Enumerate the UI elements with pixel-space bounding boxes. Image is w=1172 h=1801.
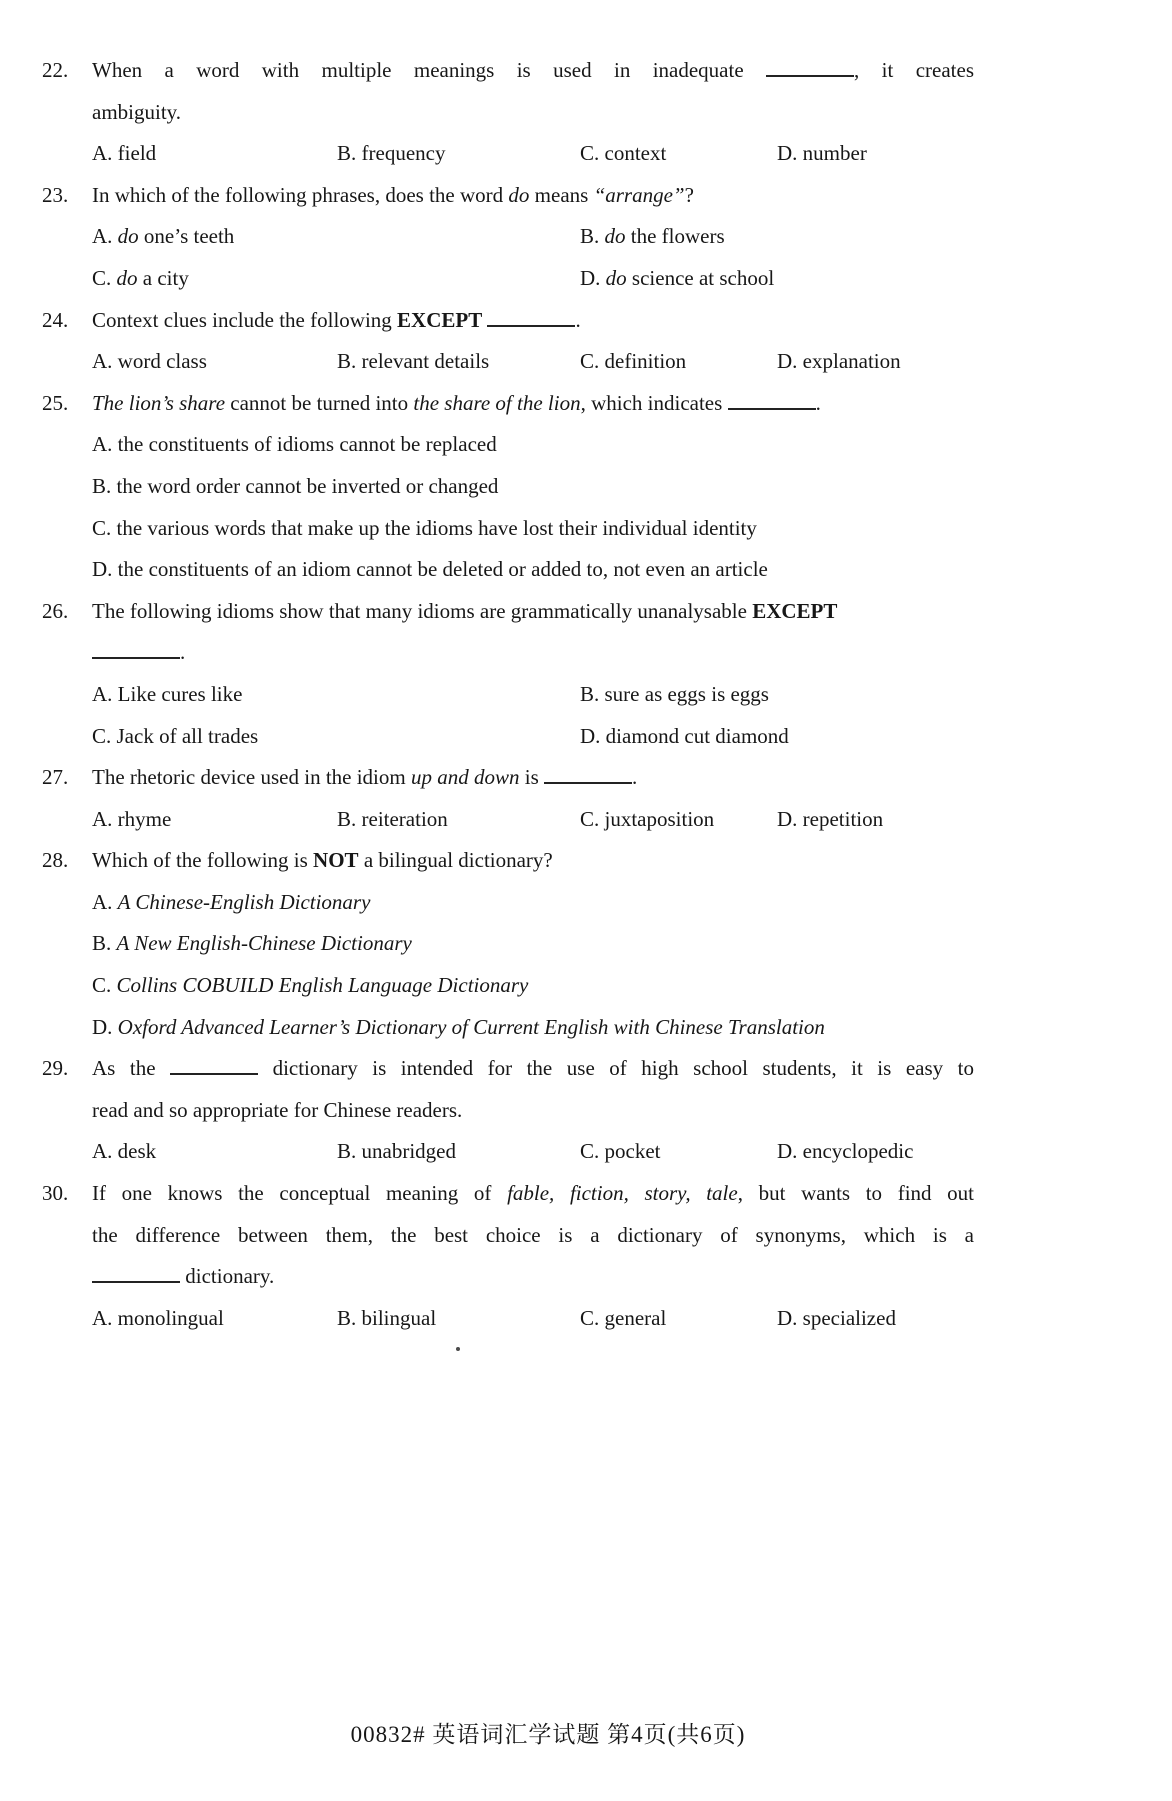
text-segment: A. <box>92 889 118 914</box>
question-number: 27. <box>42 765 69 790</box>
option <box>92 674 580 716</box>
question-stem-line <box>92 92 974 134</box>
option <box>580 341 777 383</box>
question-stem-line <box>92 757 974 799</box>
question-26 <box>42 591 974 757</box>
text-segment: science at school <box>626 265 775 290</box>
text-segment: C. general <box>580 1305 667 1330</box>
option <box>580 1131 777 1173</box>
text-segment: one’s teeth <box>138 224 235 249</box>
question-body <box>92 50 974 175</box>
option <box>777 799 974 841</box>
text-segment: Oxford Advanced Learner’s Dictionary of Current English with Chinese Translation <box>117 1014 825 1039</box>
question-body <box>92 383 974 591</box>
option <box>580 674 974 716</box>
text-segment: B. frequency <box>337 141 446 166</box>
text-segment: A. the constituents of idioms cannot be replaced <box>92 432 497 457</box>
option <box>337 799 580 841</box>
text-segment: ? <box>684 182 694 207</box>
text-segment: “arrange” <box>593 182 685 207</box>
text-segment: . <box>180 640 186 665</box>
text-segment: B. <box>92 931 117 956</box>
question-number: 24. <box>42 307 69 332</box>
text-segment: As the <box>92 1056 171 1081</box>
options <box>92 799 974 841</box>
text-segment: dictionary is intended for the use of high school students, it is easy to <box>258 1056 975 1081</box>
option <box>92 424 974 466</box>
question-body <box>92 757 974 840</box>
option <box>92 508 974 550</box>
option <box>92 341 337 383</box>
text-segment: B. bilingual <box>337 1305 437 1330</box>
answer-blank <box>92 640 180 659</box>
options <box>92 674 974 757</box>
footer-text: 00832# 英语词汇学试题 第4页(共6页) <box>350 1722 746 1747</box>
text-segment: C. <box>92 265 117 290</box>
question-stem-line <box>92 383 974 425</box>
question-body <box>92 300 974 383</box>
option <box>580 216 974 258</box>
text-segment: , which indicates <box>580 390 728 415</box>
text-segment: C. the various words that make up the idioms have lost their individual identity <box>92 515 757 540</box>
text-segment: A. word class <box>92 349 207 374</box>
text-segment: D. <box>92 1014 118 1039</box>
question-number: 25. <box>42 390 69 415</box>
options <box>92 133 974 175</box>
text-segment: If one knows the conceptual meaning of <box>92 1181 508 1206</box>
option <box>92 882 974 924</box>
text-segment: C. context <box>580 141 667 166</box>
question-body <box>92 1173 974 1339</box>
text-segment: is <box>519 765 545 790</box>
options <box>92 216 974 299</box>
options <box>92 1298 974 1340</box>
option <box>580 716 974 758</box>
option <box>337 341 580 383</box>
text-segment: C. pocket <box>580 1139 661 1164</box>
text-segment: . <box>575 307 581 332</box>
question-number: 22. <box>42 58 69 82</box>
option <box>92 965 974 1007</box>
scan-artifact-dot <box>456 1347 460 1351</box>
question-stem-line <box>92 1215 974 1257</box>
text-segment: D. the constituents of an idiom cannot be deleted or added to, not even an article <box>92 557 768 582</box>
option <box>92 258 580 300</box>
question-23 <box>42 175 974 300</box>
text-segment: C. <box>92 973 117 998</box>
text-segment: means <box>529 182 594 207</box>
text-segment: C. definition <box>580 349 687 374</box>
text-segment: EXCEPT <box>752 598 838 623</box>
option <box>777 341 974 383</box>
question-30 <box>42 1173 974 1339</box>
option <box>777 133 974 175</box>
option <box>337 1131 580 1173</box>
options <box>92 424 974 590</box>
text-segment: A. field <box>92 141 157 166</box>
questions-container <box>42 50 974 1339</box>
text-segment: , it creates <box>854 58 975 82</box>
option <box>580 799 777 841</box>
text-segment: do <box>605 265 627 290</box>
option <box>92 1007 974 1049</box>
option <box>92 799 337 841</box>
options <box>92 882 974 1048</box>
text-segment: When a word with multiple meanings is used in inadequate <box>92 58 767 82</box>
question-24 <box>42 300 974 383</box>
option <box>777 1298 974 1340</box>
question-stem-line <box>92 175 974 217</box>
question-body <box>92 591 974 757</box>
question-body <box>92 175 974 300</box>
text-segment: B. the word order cannot be inverted or changed <box>92 473 499 498</box>
text-segment: a city <box>137 265 189 290</box>
text-segment: B. relevant details <box>337 349 490 374</box>
question-stem-line <box>92 632 974 674</box>
question-29 <box>42 1048 974 1173</box>
option <box>777 1131 974 1173</box>
text-segment: A New English-Chinese Dictionary <box>116 931 412 956</box>
option <box>92 549 974 591</box>
text-segment: read and so appropriate for Chinese readers. <box>92 1097 463 1122</box>
question-27 <box>42 757 974 840</box>
text-segment: D. specialized <box>777 1305 896 1330</box>
text-segment: the difference between them, the best choice is a dictionary of synonyms, which is a <box>92 1222 974 1247</box>
text-segment: D. <box>580 265 606 290</box>
text-segment: A. <box>92 224 118 249</box>
text-segment: A. monolingual <box>92 1305 224 1330</box>
text-segment: a bilingual dictionary? <box>358 848 553 873</box>
question-number: 26. <box>42 598 69 623</box>
option <box>92 216 580 258</box>
question-body <box>92 840 974 1048</box>
text-segment: Collins COBUILD English Language Dictionary <box>116 973 529 998</box>
options <box>92 341 974 383</box>
question-stem-line <box>92 1090 974 1132</box>
text-segment: The lion’s share <box>92 390 226 415</box>
text-segment: A. Like cures like <box>92 681 243 706</box>
text-segment: D. number <box>777 141 867 166</box>
answer-blank <box>92 1264 180 1283</box>
option <box>92 716 580 758</box>
text-segment: do <box>116 265 138 290</box>
text-segment: cannot be turned into <box>225 390 414 415</box>
text-segment: do <box>117 224 139 249</box>
question-body <box>92 1048 974 1173</box>
answer-blank <box>487 307 575 326</box>
question-number: 28. <box>42 848 69 873</box>
question-stem-line <box>92 1048 974 1090</box>
question-28 <box>42 840 974 1048</box>
text-segment: ambiguity. <box>92 99 182 124</box>
text-segment: A Chinese-English Dictionary <box>117 889 371 914</box>
option <box>337 1298 580 1340</box>
text-segment: B. unabridged <box>337 1139 456 1164</box>
text-segment: EXCEPT <box>397 307 483 332</box>
question-stem-line <box>92 300 974 342</box>
text-segment: In which of the following phrases, does the word <box>92 182 509 207</box>
option <box>580 1298 777 1340</box>
text-segment: the flowers <box>625 224 725 249</box>
option <box>92 133 337 175</box>
question-stem-line <box>92 1173 974 1215</box>
question-22 <box>42 50 974 175</box>
answer-blank <box>766 58 854 77</box>
text-segment: do <box>604 224 626 249</box>
text-segment: fable, fiction, story, tale <box>507 1181 738 1206</box>
option <box>92 466 974 508</box>
text-segment: B. reiteration <box>337 806 448 831</box>
text-segment: . <box>815 390 821 415</box>
options <box>92 1131 974 1173</box>
question-stem-line <box>92 1256 974 1298</box>
text-segment: The rhetoric device used in the idiom <box>92 765 411 790</box>
text-segment: The following idioms show that many idioms are grammatically unanalysable <box>92 598 753 623</box>
question-stem-line <box>92 50 974 92</box>
question-number: 30. <box>42 1181 69 1206</box>
option <box>337 133 580 175</box>
option <box>92 1131 337 1173</box>
answer-blank <box>170 1056 258 1075</box>
text-segment: C. juxtaposition <box>580 806 715 831</box>
text-segment: A. rhyme <box>92 806 172 831</box>
text-segment: D. explanation <box>777 349 901 374</box>
text-segment: NOT <box>313 848 359 873</box>
text-segment: , but wants to find out <box>737 1181 975 1206</box>
text-segment: the share of the lion <box>413 390 581 415</box>
option <box>580 258 974 300</box>
answer-blank <box>544 765 632 784</box>
question-25 <box>42 383 974 591</box>
text-segment: A. desk <box>92 1139 157 1164</box>
page-footer <box>0 1716 1096 1749</box>
text-segment: do <box>508 182 530 207</box>
option <box>92 1298 337 1340</box>
question-number: 29. <box>42 1056 69 1081</box>
option <box>92 923 974 965</box>
text-segment: D. encyclopedic <box>777 1139 914 1164</box>
text-segment: up and down <box>410 765 520 790</box>
option <box>580 133 777 175</box>
question-stem-line <box>92 591 974 633</box>
text-segment: B. <box>580 224 605 249</box>
answer-blank <box>728 391 816 410</box>
text-segment: . <box>632 765 638 790</box>
text-segment: C. Jack of all trades <box>92 723 259 748</box>
question-number: 23. <box>42 182 69 207</box>
question-stem-line <box>92 840 974 882</box>
text-segment: dictionary. <box>180 1264 275 1289</box>
text-segment: Which of the following is <box>92 848 314 873</box>
text-segment: D. repetition <box>777 806 884 831</box>
text-segment: Context clues include the following <box>92 307 398 332</box>
text-segment: D. diamond cut diamond <box>580 723 789 748</box>
text-segment: B. sure as eggs is eggs <box>580 681 769 706</box>
